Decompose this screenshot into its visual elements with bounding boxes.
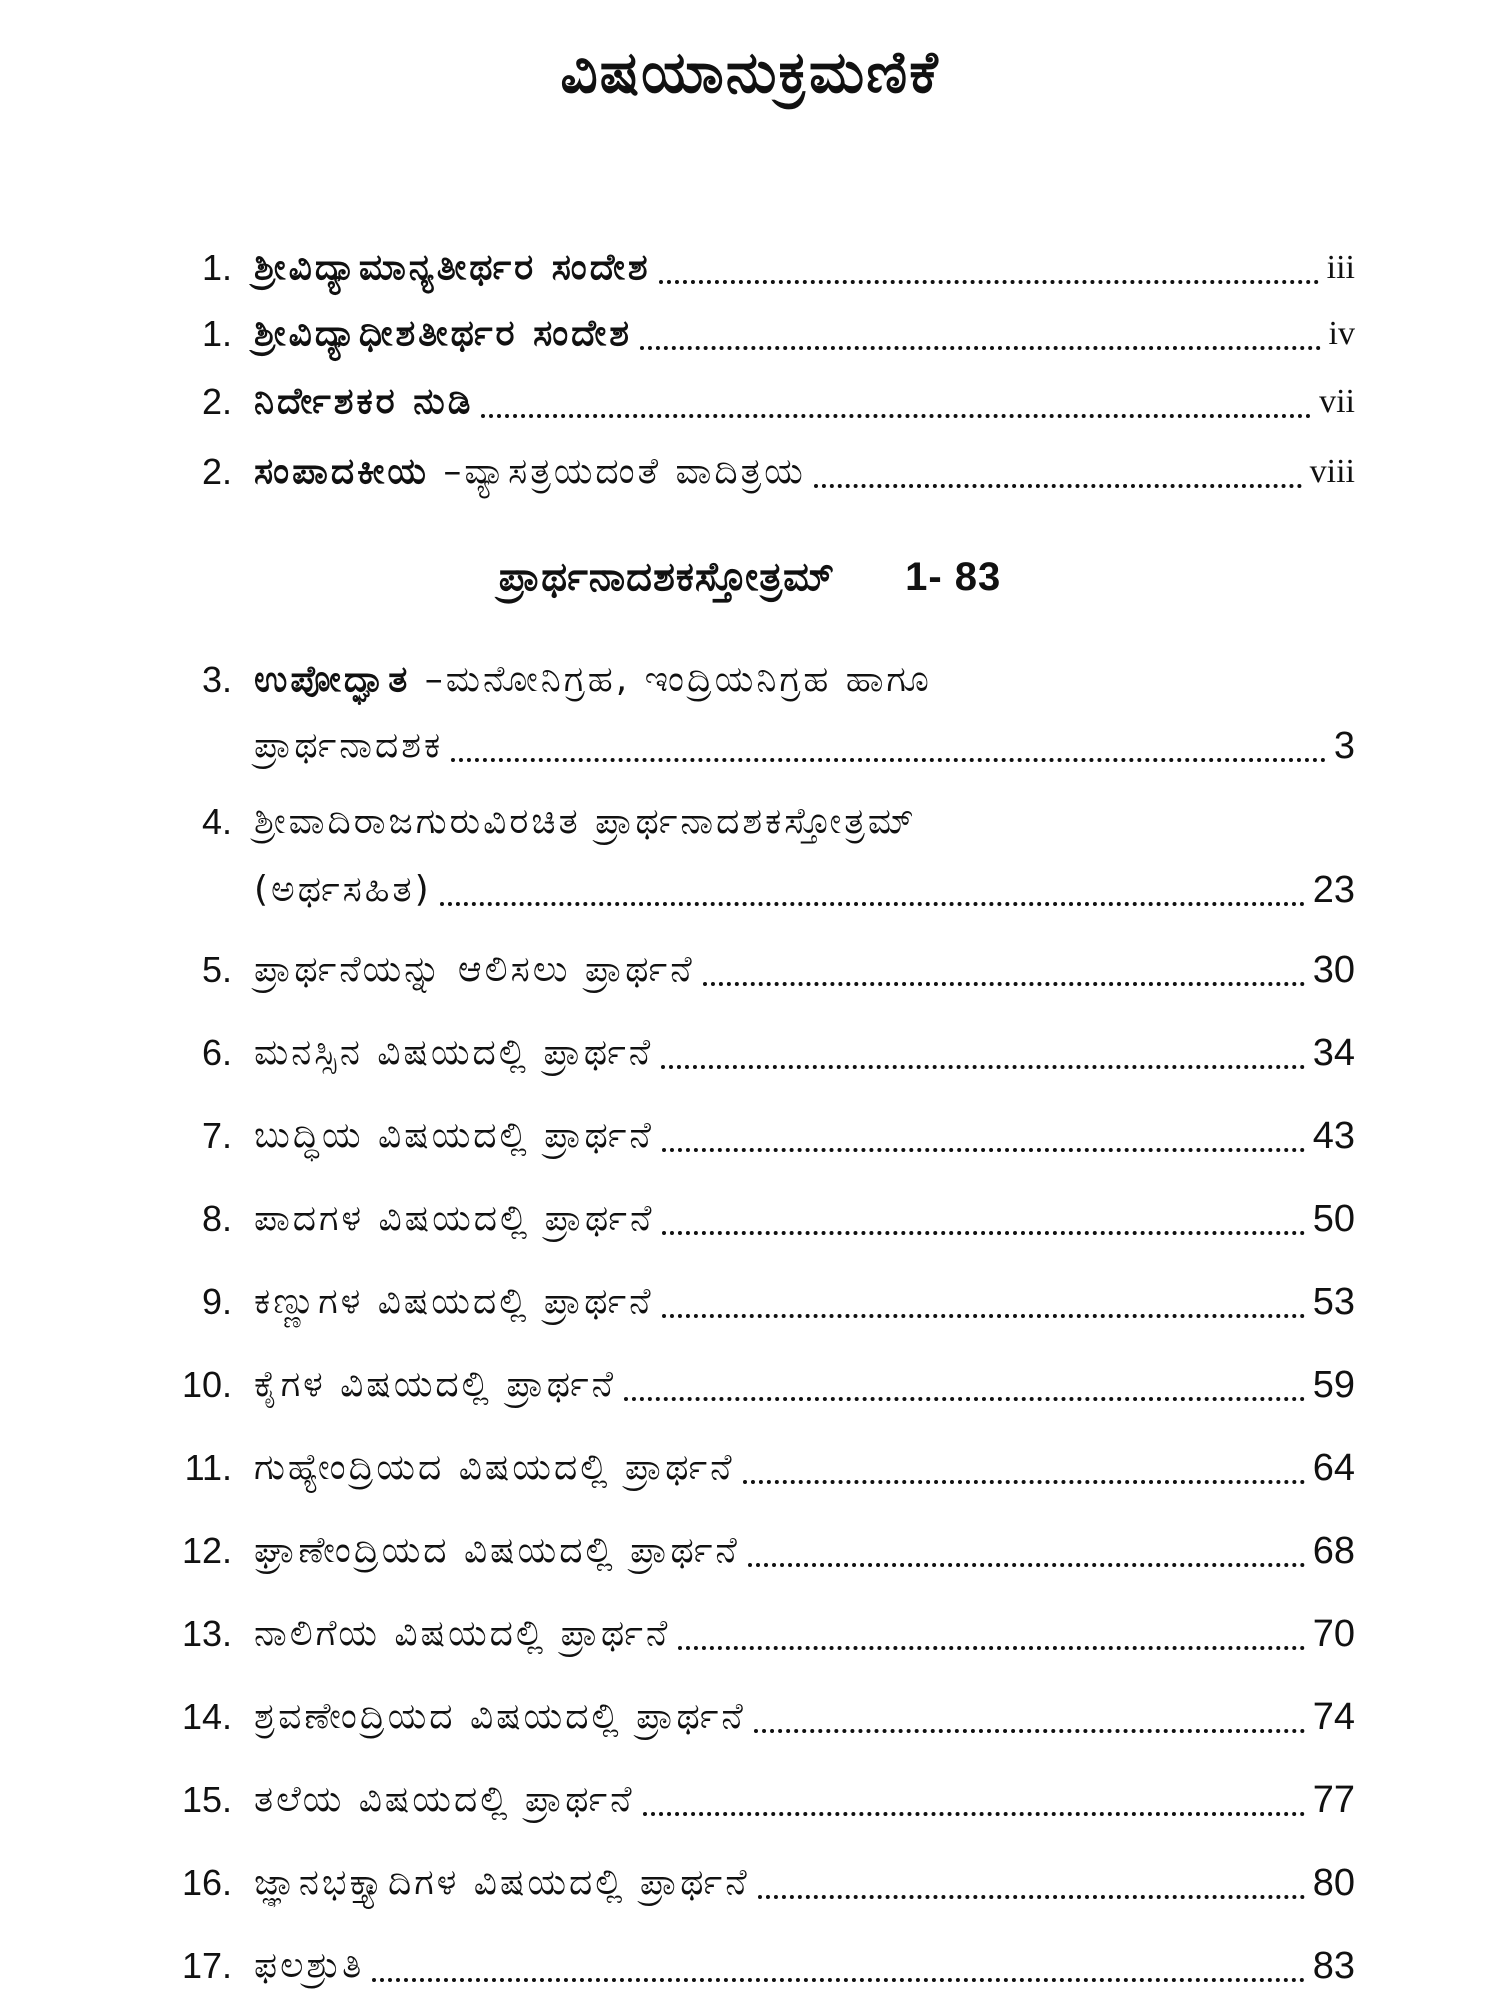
entry-title: ಕಣ್ಣುಗಳ ವಿಷಯದಲ್ಲಿ ಪ್ರಾರ್ಥನೆ [254,1281,654,1322]
entry-title: ಘ್ರಾಣೇಂದ್ರಿಯದ ವಿಷಯದಲ್ಲಿ ಪ್ರಾರ್ಥನೆ [254,1530,740,1571]
entry-page-number: 53 [1312,1281,1355,1323]
entry-subtitle: –ಮನೋನಿಗ್ರಹ, ಇಂದ್ರಿಯನಿಗ್ರಹ ಹಾಗೂ [410,659,932,700]
entry-number: 17. [181,1945,232,1986]
dot-leader [659,280,1319,284]
toc-entry-front-1[interactable] [160,238,1355,298]
entry-page-number: 77 [1312,1779,1355,1821]
toc-entry-7[interactable] [160,1106,1355,1166]
entry-page-number: 80 [1312,1862,1355,1904]
dot-leader [754,1729,1305,1733]
toc-entry-front-3[interactable] [160,372,1355,432]
dot-leader [758,1895,1305,1899]
entry-number: 16. [181,1862,232,1903]
entry-page-number: viii [1309,453,1355,490]
entry-number: 1. [201,313,232,354]
dot-leader [662,1314,1305,1318]
entry-title: ಬುದ್ಧಿಯ ವಿಷಯದಲ್ಲಿ ಪ್ರಾರ್ಥನೆ [254,1115,654,1156]
dot-leader [440,902,1305,906]
entry-number: 1. [201,247,232,288]
entry-title: ಪಾದಗಳ ವಿಷಯದಲ್ಲಿ ಪ್ರಾರ್ಥನೆ [254,1198,655,1239]
toc-entry-15[interactable] [160,1770,1355,1830]
entry-number: 4. [201,801,232,842]
toc-entry-4[interactable] [160,792,1355,852]
entry-number: 12. [181,1530,232,1571]
toc-entry-12[interactable] [160,1521,1355,1581]
entry-page-number: 83 [1312,1945,1355,1987]
entry-page-number: vii [1319,383,1355,420]
entry-number: 14. [181,1696,232,1737]
entry-title: ನಿರ್ದೇಶಕರ ನುಡಿ [254,381,474,422]
dot-leader [372,1978,1304,1982]
toc-entry-14[interactable] [160,1687,1355,1747]
entry-page-number: 68 [1312,1530,1355,1572]
toc-entry-9[interactable] [160,1272,1355,1332]
entry-number: 7. [201,1115,232,1156]
entry-title: ಉಪೋದ್ಘಾತ [254,659,411,700]
toc-entry-10[interactable] [160,1355,1355,1415]
entry-title: ಶ್ರೀವಿದ್ಯಾಧೀಶತೀರ್ಥರ ಸಂದೇಶ [254,313,632,354]
entry-number: 10. [181,1364,232,1405]
dot-leader [678,1646,1304,1650]
entry-page-number: 74 [1312,1696,1355,1738]
entry-number: 15. [181,1779,232,1820]
entry-title: ಶ್ರೀವಿದ್ಯಾಮಾನ್ಯತೀರ್ಥರ ಸಂದೇಶ [254,247,651,288]
entry-page-number: 43 [1312,1115,1355,1157]
entry-title: ಕೈಗಳ ವಿಷಯದಲ್ಲಿ ಪ್ರಾರ್ಥನೆ [254,1364,617,1405]
toc-entry-3[interactable] [160,650,1355,710]
dot-leader [662,1231,1304,1235]
dot-leader [624,1397,1305,1401]
dot-leader [661,1065,1305,1069]
toc-entry-13[interactable] [160,1604,1355,1664]
entry-page-number: iv [1328,315,1355,352]
entry-number: 3. [201,659,232,700]
entry-title: ನಾಲಿಗೆಯ ವಿಷಯದಲ್ಲಿ ಪ್ರಾರ್ಥನೆ [254,1613,671,1654]
dot-leader [640,346,1321,350]
entry-number: 2. [201,451,232,492]
entry-title: ಜ್ಞಾನಭಕ್ತ್ಯಾದಿಗಳ ವಿಷಯದಲ್ಲಿ ಪ್ರಾರ್ಥನೆ [254,1862,750,1903]
entry-number: 11. [184,1447,232,1488]
entry-page-number: 70 [1312,1613,1355,1655]
toc-entry-6[interactable] [160,1023,1355,1083]
entry-subtitle: –ವ್ಯಾಸತ್ರಯದಂತೆ ವಾದಿತ್ರಯ [428,451,806,492]
entry-number: 9. [201,1281,232,1322]
entry-page-number: 50 [1312,1198,1355,1240]
entry-title: ಶ್ರೀವಾದಿರಾಜಗುರುವಿರಚಿತ ಪ್ರಾರ್ಥನಾದಶಕಸ್ತೋತ್ರಮ್ [254,801,917,842]
toc-entry-3-continuation[interactable] [254,716,1355,776]
dot-leader [451,758,1326,762]
entry-number: 6. [201,1032,232,1073]
entry-page-number: 30 [1312,949,1355,991]
toc-entry-17[interactable] [160,1936,1355,1996]
toc-entry-front-2[interactable] [160,304,1355,364]
entry-title: ಫಲಶ್ರುತಿ [254,1945,365,1986]
dot-leader [743,1480,1305,1484]
page-title: ವಿಷಯಾನುಕ್ರಮಣಿಕೆ [560,38,940,106]
entry-title-continued: ಪ್ರಾರ್ಥನಾದಶಕ [254,725,444,766]
entry-page-number: 34 [1312,1032,1355,1074]
dot-leader [748,1563,1305,1567]
section-heading [0,542,1500,612]
entry-page-number: 23 [1312,869,1355,911]
entry-title: ತಲೆಯ ವಿಷಯದಲ್ಲಿ ಪ್ರಾರ್ಥನೆ [254,1779,635,1820]
entry-number: 2. [201,381,232,422]
section-page-range: 1- 83 [905,555,1002,599]
entry-number: 5. [201,949,232,990]
entry-page-number: 3 [1333,725,1355,767]
entry-number: 13. [181,1613,232,1654]
dot-leader [662,1148,1305,1152]
section-title: ಪ್ರಾರ್ಥನಾದಶಕಸ್ತೋತ್ರಮ್ [498,554,836,600]
dot-leader [814,484,1302,488]
dot-leader [481,414,1311,418]
entry-title: ಗುಹ್ಯೇಂದ್ರಿಯದ ವಿಷಯದಲ್ಲಿ ಪ್ರಾರ್ಥನೆ [254,1447,735,1488]
entry-title: ಶ್ರವಣೇಂದ್ರಿಯದ ವಿಷಯದಲ್ಲಿ ಪ್ರಾರ್ಥನೆ [254,1696,746,1737]
entry-title-continued: (ಅರ್ಥಸಹಿತ) [254,869,432,910]
toc-entry-16[interactable] [160,1853,1355,1913]
toc-entry-4-continuation[interactable] [254,860,1355,920]
entry-title: ಪ್ರಾರ್ಥನೆಯನ್ನು ಆಲಿಸಲು ಪ್ರಾರ್ಥನೆ [254,949,695,990]
toc-entry-11[interactable] [160,1438,1355,1498]
entry-page-number: 64 [1312,1447,1355,1489]
entry-title: ಮನಸ್ಸಿನ ವಿಷಯದಲ್ಲಿ ಪ್ರಾರ್ಥನೆ [254,1032,654,1073]
toc-entry-front-4[interactable] [160,442,1355,502]
toc-entry-5[interactable] [160,940,1355,1000]
dot-leader [643,1812,1305,1816]
dot-leader [703,982,1305,986]
entry-page-number: iii [1326,249,1355,286]
entry-page-number: 59 [1312,1364,1355,1406]
entry-number: 8. [201,1198,232,1239]
toc-entry-8[interactable] [160,1189,1355,1249]
entry-title: ಸಂಪಾದಕೀಯ [254,451,429,492]
